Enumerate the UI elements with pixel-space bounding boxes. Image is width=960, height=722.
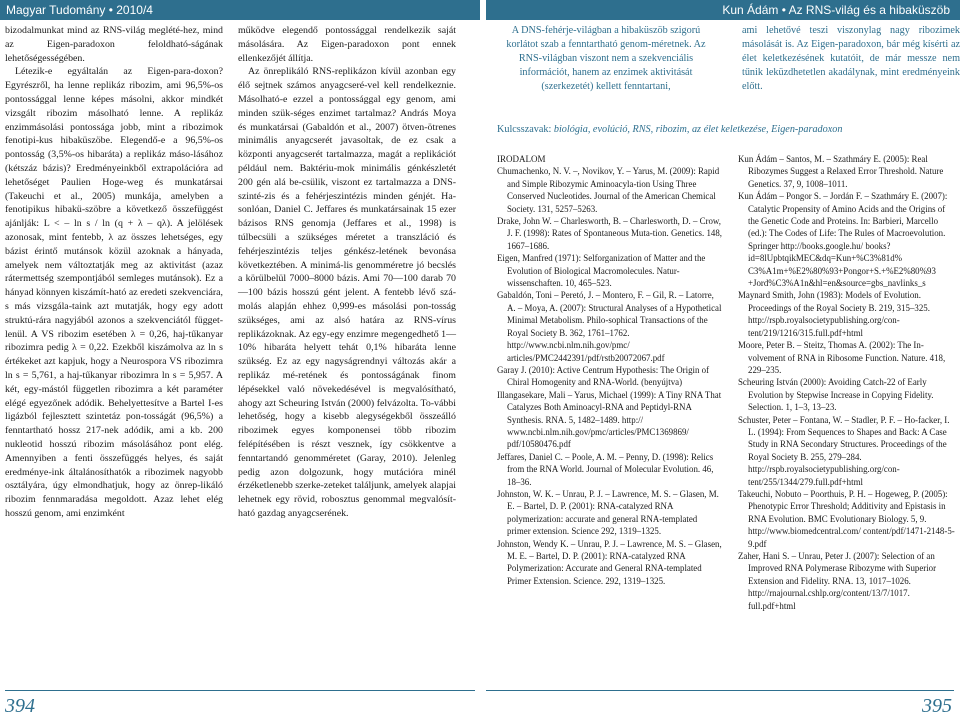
reference-item: Kun Ádám – Santos, M. – Szathmáry E. (2005): Real Ribozymes Suggest a Relaxed Error Threshold. Nature Genetics. 37, 9, 1008–1011. [738, 154, 944, 189]
reference-item: Garay J. (2010): Active Centrum Hypothesis: The Origin of Chiral Homogenity and RNA-World. (benyújtva) [497, 364, 710, 388]
references-heading: IRODALOM [497, 154, 546, 164]
header-left [0, 0, 480, 20]
reference-item: Takeuchi, Nobuto – Poorthuis, P. H. – Hogeweg, P. (2005): Phenotypic Error Threshold; Additivity and Epistasis in RNA Evolution. BMC Evolutionary Biology. 5, 9. http://www.biomedcentral.com/ content/pdf/1471-2148-5-9.pdf [738, 488, 955, 549]
reference-item: Scheuring István (2000): Avoiding Catch-22 of Early Evolution by Stepwise Increase in Copying Fidelity. Selection. 1, 1–3, 13–23. [738, 377, 934, 413]
reference-item: Schuster, Peter – Fontana, W. – Stadler, P. F. – Ho-facker, I. L. (1994): From Sequences to Shapes and Back: A Case Study in RNA Secondary Structures. Proceedings of the Royal Society B. 255, 279–284. http://rspb.royalsocietypublishing.org/con-tent/255/1344/279.full.pdf+html [738, 414, 950, 487]
reference-item: Johnston, W. K. – Unrau, P. J. – Lawrence, M. S. – Glasen, M. E. – Bartel, D. P. (2001): RNA-catalyzed RNA polymerization: accurate and general RNA-templated primer extension. Science 292, 1319–1325. [497, 488, 719, 537]
keywords-list: biológia, evolúció, RNS, ribozim, az élet keletkezése, Eigen-paradoxon [553, 124, 843, 135]
header-right [486, 0, 960, 20]
paragraph: Az önreplikáló RNS-replikázon kívül azonban egy élő sejtnek számos anyagcseré-vel kell rendelkeznie. Másolható-e ezzel a pontossággal egy genom, ami minden szük-séges enzimet tartalmaz? András Moya és munkatársai (Gabaldón et al., 2007) ötven-ötrenes minimális anyagcserét javasoltak, de ez csak a központi anyagcserét tartalmazza, magát a replikációt például nem. Baktériu-mok minimális génkészletét 200 gén alá be-csülik, viszont ez tartalmazza a DNS-szinté-zis és a fehérjeszintézis minden génjét. Ha-sonlóan, Daniel C. Jeffares és munkatársainak 15 ezer bázisos RNS genomja (Jeffares et al., 1998) is túlbecsüli a szükséges méretet a transzláció és fehérjeszintézis teljes génkész-letének bevonása következtében. A minimá-lis genomméretre jó becslés a körülbelül 7000–8000 bázis. Ami 70—100 darab 70—100 bázis hosszú gént jelent. A fentebb lévő szá-molás alapján ehhez 0,999-es másolási pon-tosság szükséges, ami az alsó határa az RNS-vírus replikázoknak. Az egy-egy enzimre megengedhető 1—10% hibaráta helyett tehát 0,1% hibaráta lenne szükség. Ez az egy nagyságrendnyi változás akár a replikáz mé-retének és pontosságának finom lépésekkel való növekedésével is megvalósítható, ahogy azt Scheuring István (2000) felvázolta. To-vábbi lehetőség, hogy a kisebb alegységekből összeálló ribozimek egyes komponensei több ribozim felépítésében is részt vesznek, így csökkentve a fenntartandó genomméretet (Garay, 2010). Jelenleg pedig azon dolgozunk, hogy mutációra minél érzéketlenebb szerke-zeteket találjunk, amelyek alapjai lehetnek egy rövid, robosztus genommal megvalósít-ható gazdag anyagcserének. [238, 66, 456, 519]
page-number-left: 394 [5, 695, 35, 717]
abstract-part-2: ami lehetővé teszi viszonylag nagy ribozimek másolását is. Az Eigen-paradoxon, bár még kísérti az élet keletkezésének kutatóit, de már messze nem tűnik leküzdhetetlen akadálynak, mint eredményeink előtt. [742, 25, 960, 92]
keywords-label: Kulcsszavak: [497, 124, 552, 135]
page-number-right: 395 [922, 695, 952, 717]
reference-item: Gabaldón, Toni – Peretó, J. – Montero, F. – Gil, R. – Latorre, A. – Moya, A. (2007): Structural Analyses of a Hypothetical Minimal Metabolism. Philo-sophical Transactions of the Royal Society B. 362, 1761–1762. http://www.ncbi.nlm.nih.gov/pmc/ articles/PMC2442391/pdf/rstb20072067.pdf [497, 290, 722, 363]
keywords [497, 124, 957, 135]
header-left-text: Magyar Tudomány • 2010/4 [6, 3, 153, 17]
paragraph: működve elegendő pontossággal rendelkezik saját másolására. Az Eigen-paradoxon pont ennek ellenkezőjét állítja. [238, 25, 456, 64]
reference-item: Chumachenko, N. V. –, Novikov, Y. – Yarus, M. (2009): Rapid and Simple Ribozymic Aminoacyla-tion Using Three Conserved Nucleotides. Journal of the American Chemical Society. 131, 5257–5263. [497, 166, 720, 214]
reference-item: Illangasekare, Mali – Yarus, Michael (1999): A Tiny RNA That Catalyzes Both Aminoacyl-RNA and Peptidyl-RNA Synthesis. RNA. 5, 1482–1489. http:// www.ncbi.nlm.nih.gov/pmc/articles/PMC1369869/ pdf/10580476.pdf [497, 389, 722, 450]
paragraph: bizodalmunkat mind az RNS-világ meglété-hez, mind az Eigen-paradoxon feloldható-ságának lehetőségességében. [5, 25, 223, 64]
references-column-2 [738, 153, 958, 612]
reference-item: Zaher, Hani S. – Unrau, Peter J. (2007): Selection of an Improved RNA Polymerase Ribozyme with Superior Extension and Fidelity. RNA. 13, 1017–1026. http://rnajournal.cshlp.org/content/13/7/1017. full.pdf+html [738, 551, 937, 611]
reference-item: Kun Ádám – Pongor S. – Jordán F. – Szathmáry E. (2007): Catalytic Propensity of Amino Acids and the Origins of the Genetic Code and Proteins. In: Barbieri, Marcello (ed.): The Codes of Life: The Rules of Macroevolution. Springer http://books.google.hu/ books?id=8lUpbtqikMEC&dq=Kun+%C3%81d% C3%A1m+%E2%80%93+Pongor+S.+%E2%80%93 +Jord%C3%A1n&hl=en&source=gbs_navlinks_s [738, 191, 948, 289]
footer-divider-right [486, 690, 954, 691]
footer-divider-left [5, 690, 475, 691]
abstract-part-1: A DNS-fehérje-világban a hibaküszöb szigorú korlátot szab a fenntartható genom-méretnek. Az RNS-világban viszont nem a szekvenciális információt, hanem az enzimek aktivitását (szerkezetét) kellett fenntartani, [506, 25, 706, 92]
header-right-text: Kun Ádám • Az RNS-világ és a hibaküszöb [722, 3, 950, 17]
reference-item: Jeffares, Daniel C. – Poole, A. M. – Penny, D. (1998): Relics from the RNA World. Journal of Molecular Evolution. 46, 18–36. [497, 451, 714, 487]
references-column-1 [497, 153, 722, 587]
reference-item: Johnston, Wendy K. – Unrau, P. J. – Lawrence, M. S. – Glasen, M. E. – Bartel, D. P. (2001): RNA-catalyzed RNA Polymerization: Accurate and General RNA-templated Primer Extension. Science. 292, 1319–1325. [497, 538, 722, 586]
reference-item: Eigen, Manfred (1971): Selforganization of Matter and the Evolution of Biological Macromolecules. Natur-wissenschaften. 10, 465–523. [497, 253, 706, 289]
reference-item: Maynard Smith, John (1983): Models of Evolution. Proceedings of the Royal Society B. 219, 315–325. http://rspb.royalsocietypublishing.org/con-tent/219/1216/315.full.pdf+html [738, 290, 930, 338]
reference-item: Drake, John W. – Charlesworth, B. – Charlesworth, D. – Crow, J. F. (1998): Rates of Spontaneous Muta-tion. Genetics. 148, 1667–1686. [497, 216, 722, 251]
column-1 [5, 24, 223, 521]
paragraph: Létezik-e egyáltalán az Eigen-para-doxon? Egyrészről, ha lenne replikáz ribozim, ami 96,5%-os pontossággal lenne képes másolni, akkor mindkét vizsgált ribozim másolható lenne. A replikáz enzimmásolási pontossága jobb, mint a ribozimok fenotipi-kus hibaküszöbe. Elegendő-e a 96,5%-os pontosság (3,5%-os hibaráta) a replikáz máso-lásához (kétszáz bázis)? Eredményeinkből extrapolációra ad lehetőséget Paulien Hoge-weg és munkatársai (Takeuchi et al., 2005) munkája, amelyben a fenotipikus hibakü-szöbre a következő összefüggést ajánlják: L < – ln s / ln (q + λ – qλ). A jelölések azonosak, mint fentebb, λ az összes lehetséges, egy bázist érintő mutánsok közül azoknak a hányada, amelyek nem változtatják meg az aktivitást (azaz rátermettség szempontjából semleges mutánsok). Ez a hányad könnyen kiszámít-ható az eredeti szekvenciára, s más vizsgála-taink azt mutatják, hogy egy adott struktú-rára nagyjából azonos a szekvenciától függet-lenül. A VS ribozim esetében λ = 0,26, haj-tűkanyar ribozimra pedig λ = 0,22. Ezekből kiszámolva az ln s értékeket azt kapjuk, hogy a Neurospora VS ribozimra ln s = 5,761, a haj-tűkanyar ribozimra ln s = 5,957. A két, egy-mástól független ribozimra a két paraméter elégé egyezőnek adódik. Behelyettesítve a Bartel I-es ligázból fejlesztett szintetáz pon-tosságát (96,5%) a fenntartható hossz 217-nek adódik, ami a kb. 200 nukleotid hosszú ribozim másolásához pont elég. Amennyiben a fenti összefüggés helyes, és saját eredménye-ink általánosíthatók a ribozimek nagyobb osztályára, úgy elmondhatjuk, hogy az önrep-likáló ribozim fennmaradása megoldott. Azaz lehet elég hosszú genom, ami enzimként [5, 66, 223, 519]
reference-item: Moore, Peter B. – Steitz, Thomas A. (2002): The In-volvement of RNA in Ribosome Function. Nature. 418, 229–235. [738, 340, 946, 375]
column-2 [238, 24, 456, 521]
